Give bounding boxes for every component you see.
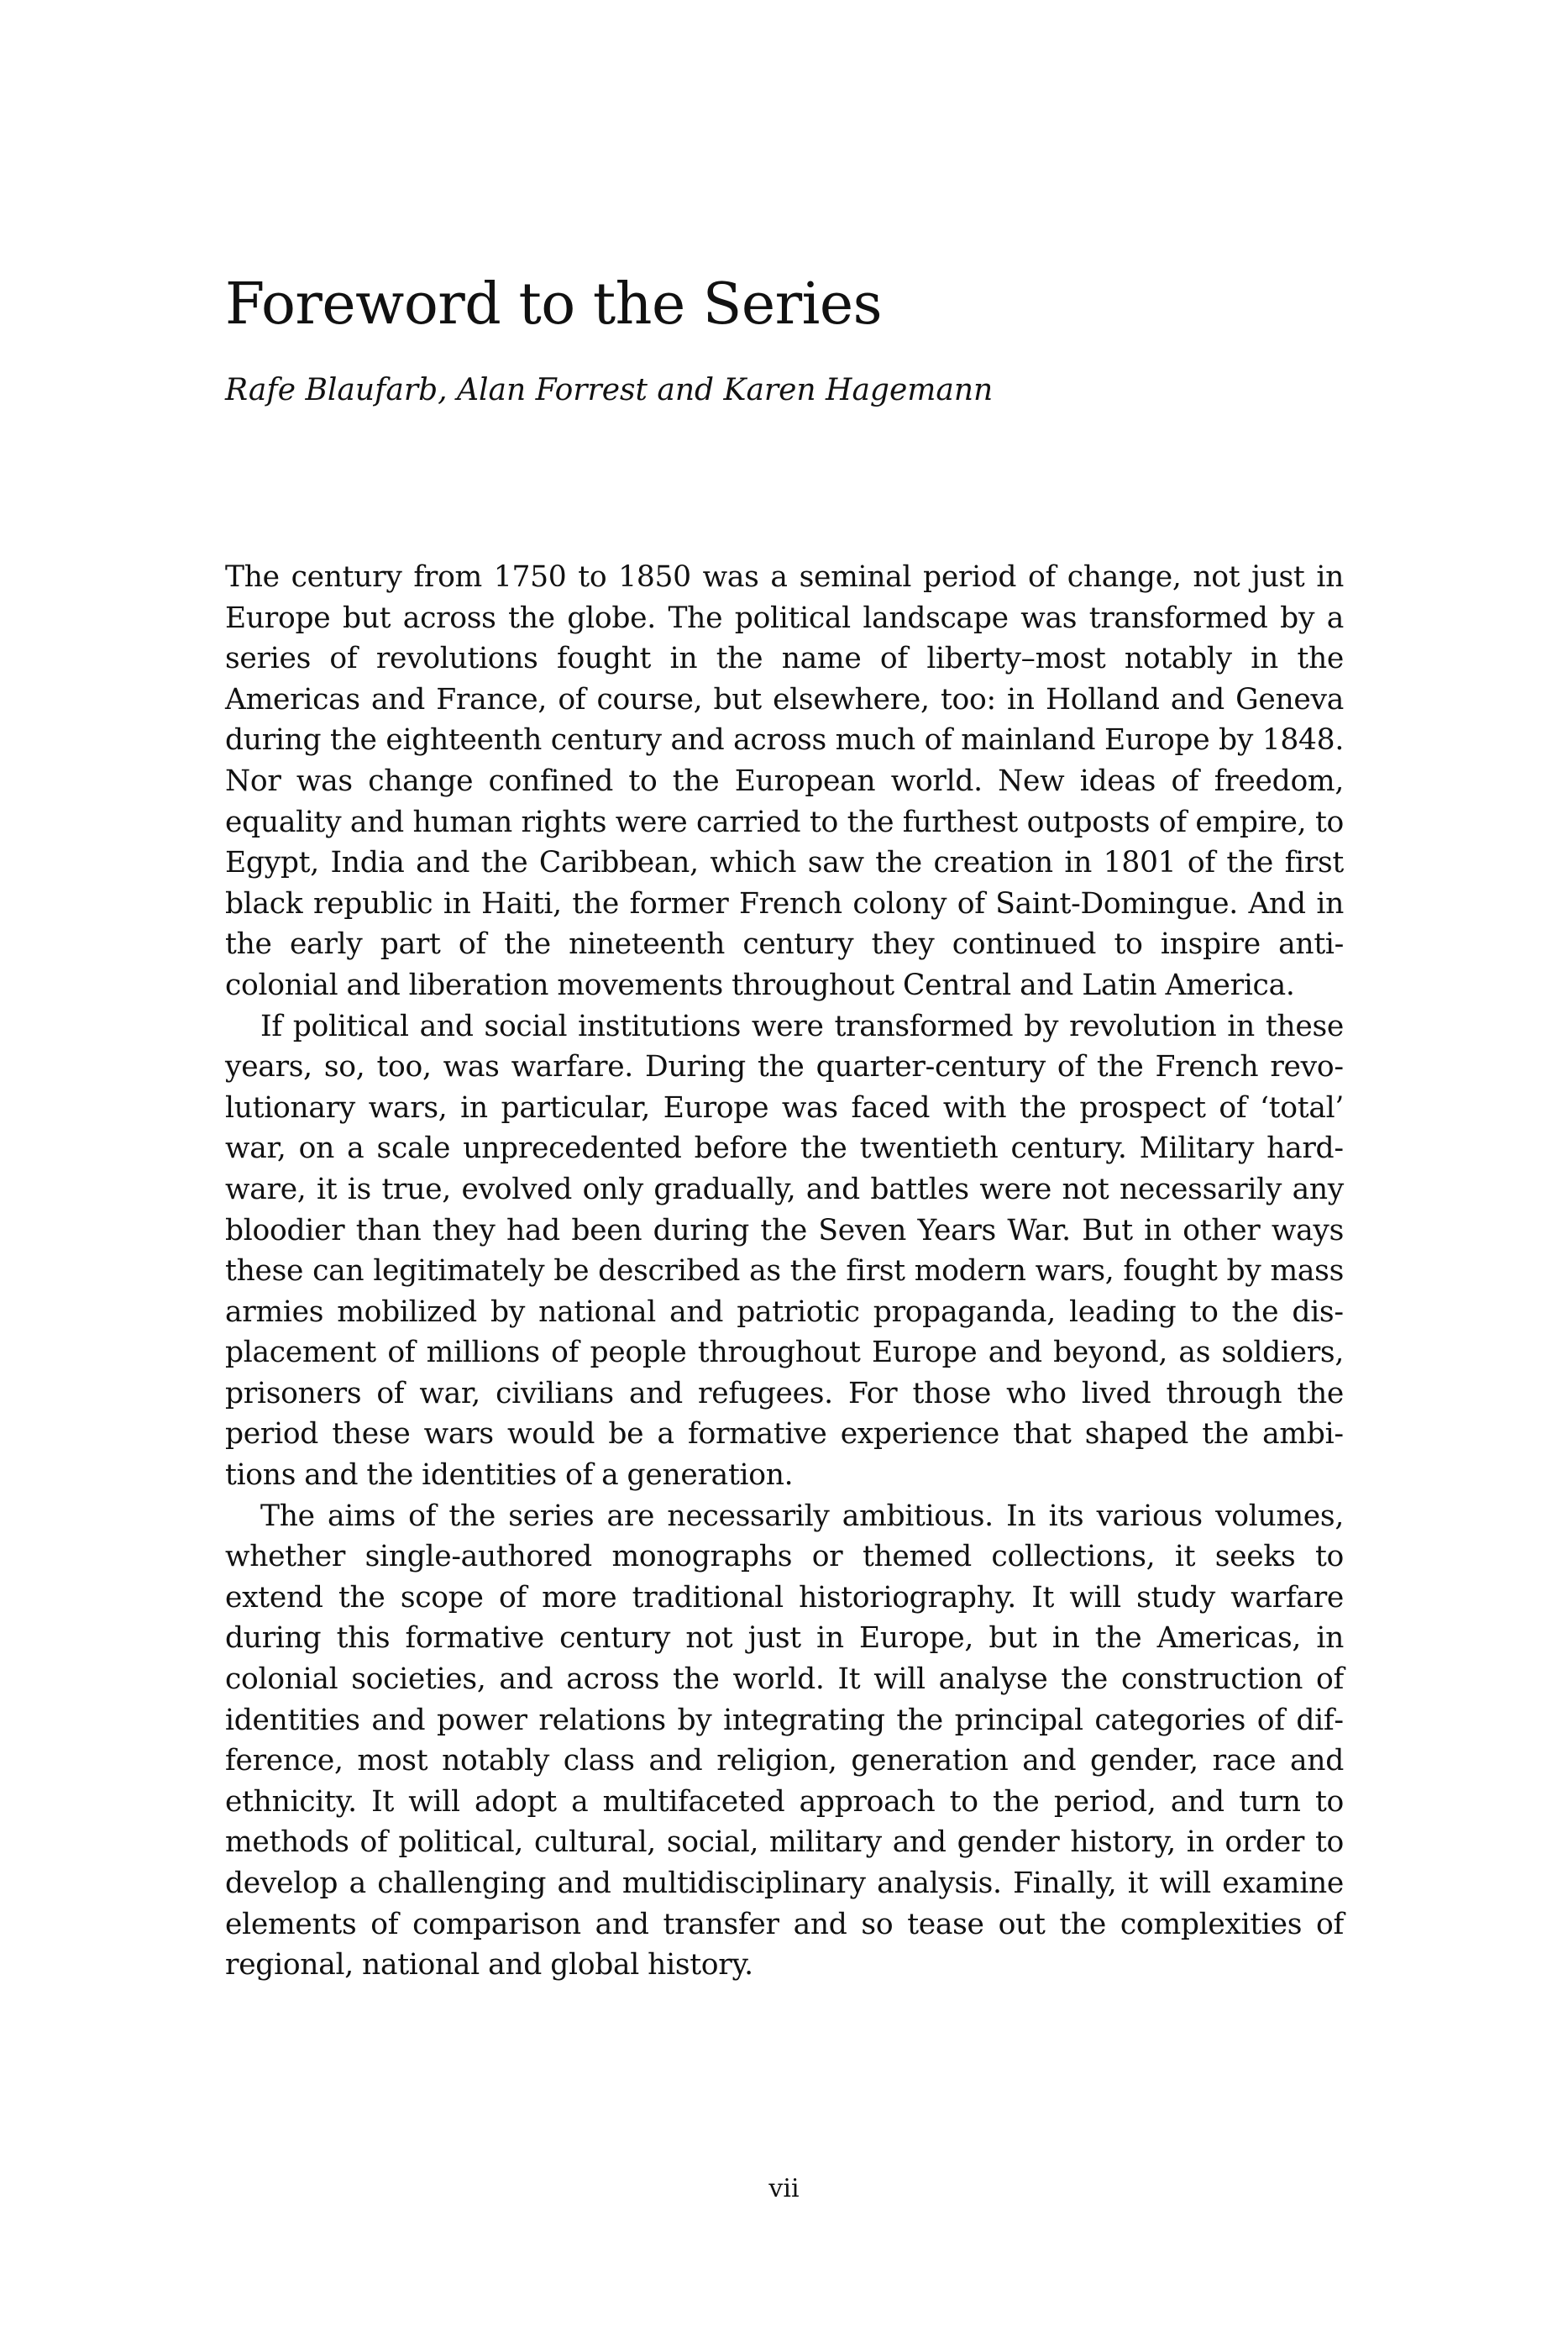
- paragraph-2: If political and social institutions were transformed by revolution in these years, so, too, was warfare. During the quarter-century of the French revolutionary wars, in particular, Europe was faced with the prospect of ‘total’ war, on a scale unprecedented before the twentieth century. Military hardware, it is true, evolved only gradually, and battles were not necessarily any bloodier than they had been during the Seven Years War. But in other ways these can legitimately be described as the first modern wars, fought by mass armies mobilized by national and patriotic propaganda, leading to the displacement of millions of people throughout Europe and beyond, as soldiers, prisoners of war, civilians and refugees. For those who lived through the period these wars would be a formative experience that shaped the ambitions and the identities of a generation.: [225, 1009, 1344, 1493]
- page-number: vii: [768, 2174, 800, 2203]
- paragraph-1: The century from 1750 to 1850 was a seminal period of change, not just in Europe but across the globe. The political landscape was transformed by a series of revolutions fought in the name of liberty–most notably in the Americas and France, of course, but elsewhere, too: in Holland and Geneva during the eighteenth century and across much of mainland Europe by 1848. Nor was change confined to the European world. New ideas of freedom, equality and human rights were carried to the furthest outposts of empire, to Egypt, India and the Caribbean, which saw the creation in 1801 of the first black republic in Haiti, the former French colony of Saint-Domingue. And in the early part of the nineteenth century they continued to inspire anti-colonial and liberation movements throughout Central and Latin America.: [225, 560, 1344, 1002]
- body-text: [225, 557, 1344, 1986]
- page-title: Foreword to the Series: [225, 271, 883, 338]
- author-line: Rafe Blaufarb, Alan Forrest and Karen Hagemann: [225, 373, 994, 407]
- paragraph-3: The aims of the series are necessarily ambitious. In its various volumes, whether single-authored monographs or themed collections, it seeks to extend the scope of more traditional historiography. It will study warfare during this formative century not just in Europe, but in the Americas, in colonial societies, and across the world. It will analyse the construction of identities and power relations by integrating the principal categories of difference, most notably class and religion, generation and gender, race and ethnicity. It will adopt a multifaceted approach to the period, and turn to methods of political, cultural, social, military and gender history, in order to develop a challenging and multidisciplinary analysis. Finally, it will examine elements of comparison and transfer and so tease out the complexities of regional, national and global history.: [225, 1499, 1344, 1982]
